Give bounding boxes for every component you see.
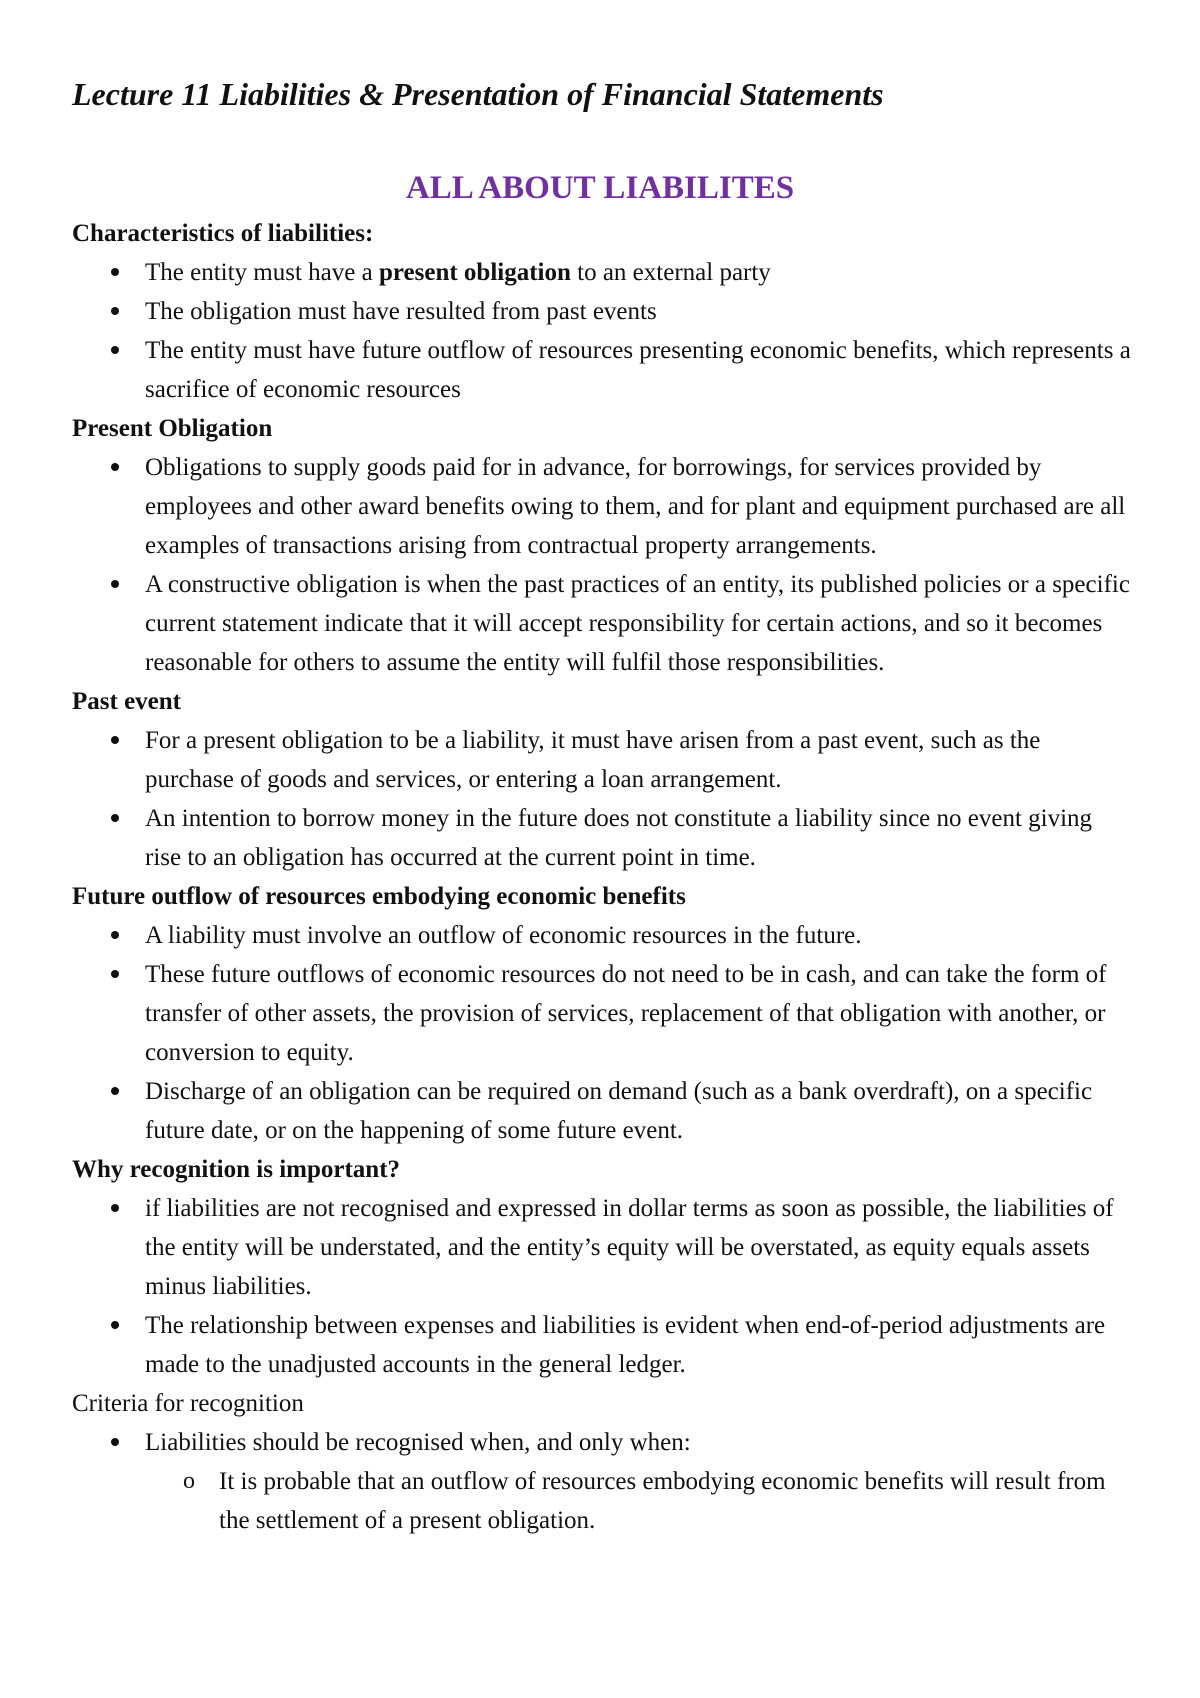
- bullet-text-pre: The entity must have a: [145, 259, 379, 286]
- bullet-text: Liabilities should be recognised when, and only when:: [145, 1429, 691, 1456]
- bullet-text-post: to an external party: [570, 259, 771, 286]
- list-item: [72, 1423, 1132, 1462]
- criteria-list: [72, 1423, 1132, 1462]
- document-title: Lecture 11 Liabilities & Presentation of Financial Statements: [72, 76, 884, 112]
- criteria-sublist: [72, 1462, 1132, 1540]
- list-item: [72, 799, 1132, 877]
- bullet-text: A liability must involve an outflow of economic resources in the future.: [145, 922, 862, 949]
- bullet-icon: [111, 736, 119, 744]
- bullet-text: For a present obligation to be a liability, it must have arisen from a past event, such as the purchase of goods and services, or entering a loan arrangement.: [145, 727, 1041, 793]
- future-outflow-list: [72, 916, 1132, 1150]
- past-event-heading: Past event: [72, 688, 181, 715]
- bullet-icon: [111, 1438, 119, 1446]
- document-body: [72, 214, 1132, 1540]
- list-item: [72, 292, 1132, 331]
- list-item: [72, 253, 1132, 292]
- bullet-icon: [111, 463, 119, 471]
- list-item: [72, 331, 1132, 409]
- circle-bullet-icon: o: [183, 1468, 195, 1494]
- present-obligation-list: [72, 448, 1132, 682]
- bullet-icon: [111, 580, 119, 588]
- bullet-icon: [111, 1087, 119, 1095]
- past-event-list: [72, 721, 1132, 877]
- bullet-text: The relationship between expenses and liabilities is evident when end-of-period adjustments are made to the unadjusted accounts in the general ledger.: [145, 1312, 1106, 1378]
- bullet-icon: [111, 814, 119, 822]
- bullet-text: These future outflows of economic resources do not need to be in cash, and can take the form of transfer of other assets, the provision of services, replacement of that obligation with another, or conversion to equity.: [145, 961, 1107, 1066]
- list-item: [72, 955, 1132, 1072]
- bullet-text: A constructive obligation is when the past practices of an entity, its published policies or a specific current statement indicate that it will accept responsibility for certain actions, and so it becomes reasonable for others to assume the entity will fulfil those responsibilities.: [145, 571, 1130, 676]
- future-outflow-heading: Future outflow of resources embodying economic benefits: [72, 883, 686, 910]
- bullet-text: The obligation must have resulted from past events: [145, 298, 657, 325]
- characteristics-list: [72, 253, 1132, 409]
- bullet-text: An intention to borrow money in the future does not constitute a liability since no event giving rise to an obligation has occurred at the current point in time.: [145, 805, 1093, 871]
- list-item: [72, 1189, 1132, 1306]
- bullet-text: Obligations to supply goods paid for in advance, for borrowings, for services provided by employees and other award benefits owing to them, and for plant and equipment purchased are all examples of transactions arising from contractual property arrangements.: [145, 454, 1126, 559]
- present-obligation-heading: Present Obligation: [72, 415, 273, 442]
- bullet-icon: [111, 307, 119, 315]
- list-item: [72, 448, 1132, 565]
- list-item: [72, 721, 1132, 799]
- list-item: [72, 1072, 1132, 1150]
- list-item: [72, 565, 1132, 682]
- bullet-icon: [111, 931, 119, 939]
- bullet-icon: [111, 1321, 119, 1329]
- criteria-heading: Criteria for recognition: [72, 1390, 304, 1417]
- bullet-text: if liabilities are not recognised and expressed in dollar terms as soon as possible, the liabilities of the entity will be understated, and the entity’s equity will be overstated, as equity equals assets minus liabilities.: [145, 1195, 1114, 1300]
- why-recognition-list: [72, 1189, 1132, 1384]
- bullet-text-bold: present obligation: [378, 259, 571, 286]
- characteristics-heading: Characteristics of liabilities:: [72, 220, 374, 247]
- list-item: [72, 1306, 1132, 1384]
- why-recognition-heading: Why recognition is important?: [72, 1156, 401, 1183]
- sublist-item: [72, 1462, 1132, 1540]
- bullet-icon: [111, 1204, 119, 1212]
- section-title: ALL ABOUT LIABILITES: [405, 170, 795, 206]
- bullet-icon: [111, 346, 119, 354]
- bullet-icon: [111, 970, 119, 978]
- list-item: [72, 916, 1132, 955]
- bullet-text: The entity must have future outflow of resources presenting economic benefits, which represents a sacrifice of economic resources: [145, 337, 1131, 403]
- bullet-icon: [111, 268, 119, 276]
- bullet-text: Discharge of an obligation can be required on demand (such as a bank overdraft), on a specific future date, or on the happening of some future event.: [145, 1078, 1093, 1144]
- sublist-text: It is probable that an outflow of resources embodying economic benefits will result from the settlement of a present obligation.: [219, 1468, 1106, 1534]
